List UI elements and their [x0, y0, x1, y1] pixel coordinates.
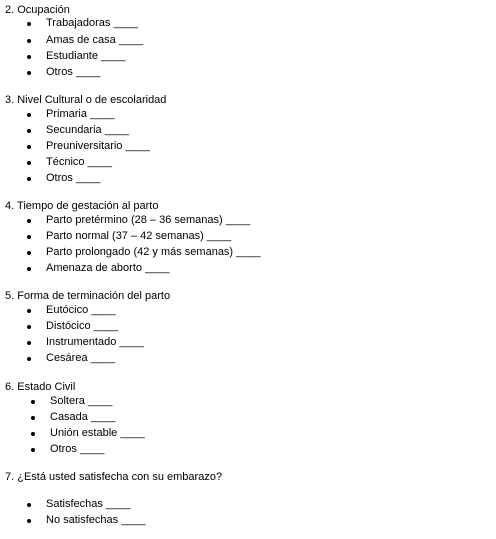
option-cesarea: Cesárea ____ — [46, 352, 116, 364]
option-casada: Casada ____ — [50, 411, 116, 423]
option-amas-de-casa: Amas de casa ____ — [46, 34, 144, 46]
bullet-icon — [27, 55, 31, 59]
option-parto-prolongado: Parto prolongado (42 y más semanas) ____ — [46, 246, 261, 258]
option-preuniversitario: Preuniversitario ____ — [46, 140, 150, 152]
bullet-icon — [31, 400, 35, 404]
bullet-icon — [27, 129, 31, 133]
bullet-icon — [27, 39, 31, 43]
option-primaria: Primaria ____ — [46, 108, 115, 120]
bullet-icon — [27, 357, 31, 361]
bullet-icon — [27, 341, 31, 345]
option-soltera: Soltera ____ — [50, 395, 113, 407]
option-estudiante: Estudiante ____ — [46, 50, 126, 62]
option-secundaria: Secundaria ____ — [46, 124, 130, 136]
bullet-icon — [27, 251, 31, 255]
bullet-icon — [27, 161, 31, 165]
option-eutocico: Eutócico ____ — [46, 304, 116, 316]
bullet-icon — [27, 145, 31, 149]
question-5-title: 5. Forma de terminación del parto — [5, 290, 171, 302]
question-7-title: 7. ¿Está usted satisfecha con su embarazo? — [5, 471, 223, 483]
bullet-icon — [27, 309, 31, 313]
bullet-icon — [27, 235, 31, 239]
option-instrumentado: Instrumentado ____ — [46, 336, 144, 348]
option-parto-pretermino: Parto pretérmino (28 – 36 semanas) ____ — [46, 214, 251, 226]
option-amenaza-de-aborto: Amenaza de aborto ____ — [46, 262, 170, 274]
option-otros: Otros ____ — [46, 172, 101, 184]
option-otros: Otros ____ — [50, 443, 105, 455]
option-otros: Otros ____ — [46, 66, 101, 78]
bullet-icon — [31, 432, 35, 436]
bullet-icon — [27, 71, 31, 75]
question-6-title: 6. Estado Civil — [5, 381, 76, 393]
bullet-icon — [27, 325, 31, 329]
bullet-icon — [27, 22, 31, 26]
bullet-icon — [27, 267, 31, 271]
bullet-icon — [27, 519, 31, 523]
option-distocico: Distócico ____ — [46, 320, 119, 332]
question-4-title: 4. Tiempo de gestación al parto — [5, 200, 159, 212]
question-3-title: 3. Nivel Cultural o de escolaridad — [5, 94, 167, 106]
bullet-icon — [31, 448, 35, 452]
bullet-icon — [27, 219, 31, 223]
option-tecnico: Técnico ____ — [46, 156, 113, 168]
bullet-icon — [27, 177, 31, 181]
bullet-icon — [27, 113, 31, 117]
question-2-title: 2. Ocupación — [5, 4, 70, 16]
bullet-icon — [31, 416, 35, 420]
option-union-estable: Unión estable ____ — [50, 427, 145, 439]
bullet-icon — [27, 503, 31, 507]
option-parto-normal: Parto normal (37 – 42 semanas) ____ — [46, 230, 232, 242]
option-trabajadoras: Trabajadoras ____ — [46, 17, 138, 29]
option-no-satisfechas: No satisfechas ____ — [46, 514, 146, 526]
option-satisfechas: Satisfechas ____ — [46, 498, 131, 510]
